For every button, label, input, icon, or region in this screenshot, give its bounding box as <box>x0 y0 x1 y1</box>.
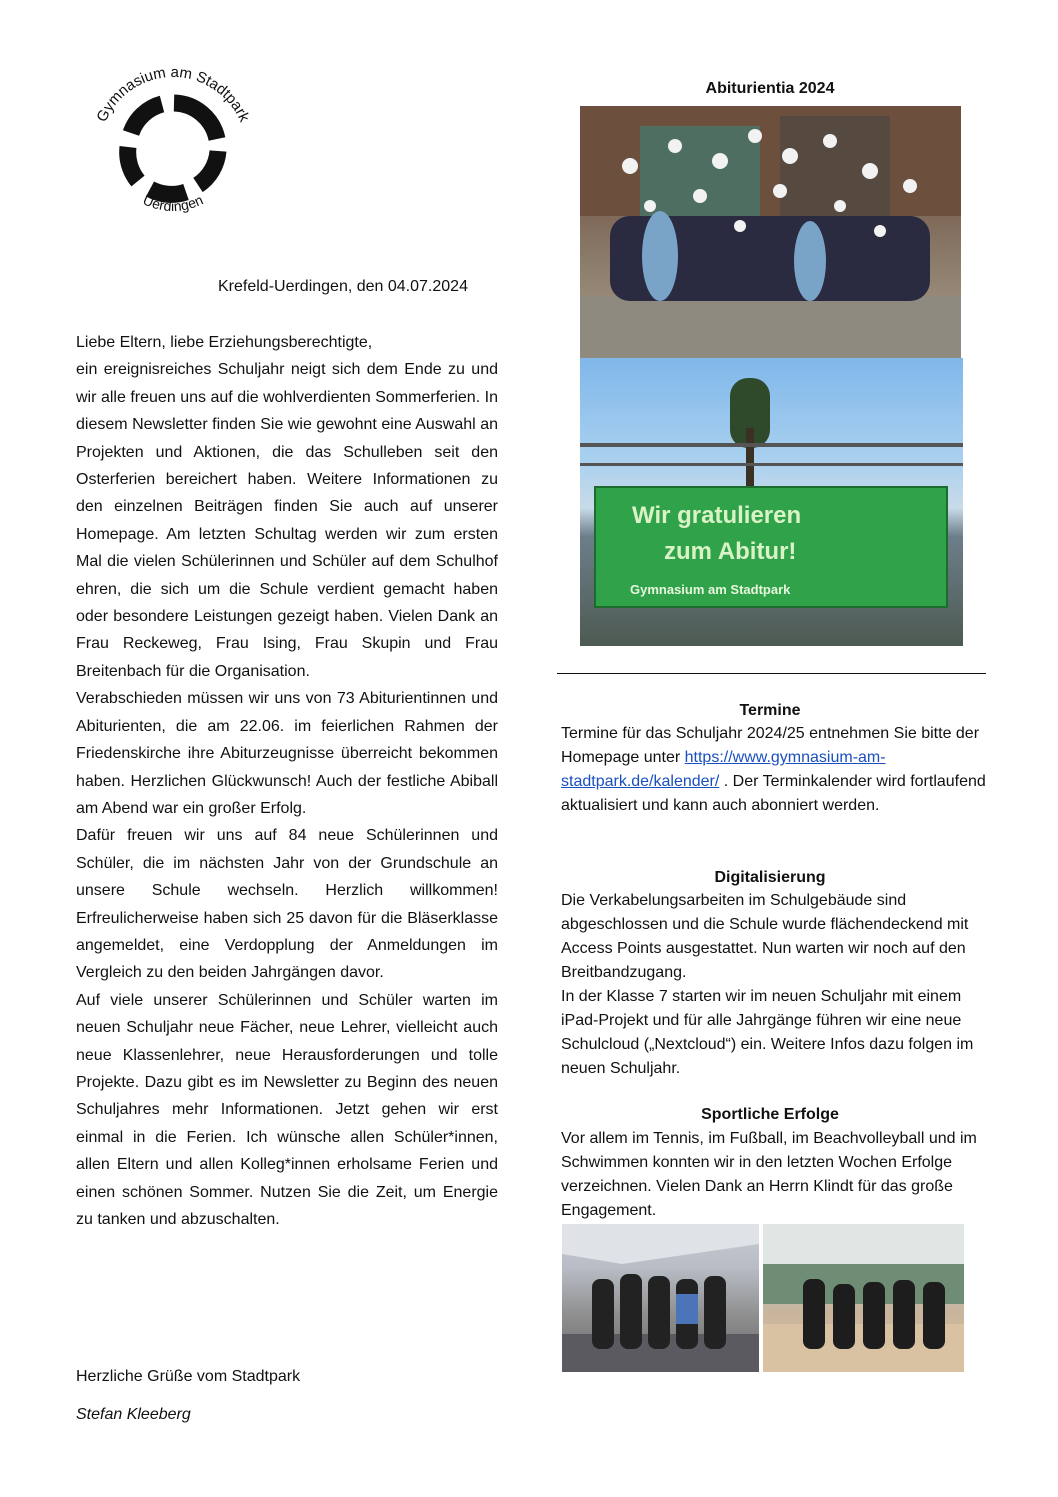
logo-bottom-text: Uerdingen <box>140 191 206 215</box>
letter-paragraph: Auf viele unserer Schülerinnen und Schüler warten im neuen Schuljahr neue Fächer, neue Lehrer, vielleicht auch neue Klassenlehrer, neue Herausforderungen und tolle Projekte. Dazu gibt es im Newsletter zu Beginn des neuen Schuljahres mehr Informationen. Jetzt gehen wir erst einmal in die Ferien. Ich wünsche allen Schüler*innen, allen Eltern und allen Kolleg*innen erholsame Ferien und einen schönen Sommer. Nutzen Sie die Zeit, um Energie zu tanken und abzuschalten. <box>76 991 498 1228</box>
abitur-title: Abiturientia 2024 <box>705 80 835 97</box>
sport-text: Vor allem im Tennis, im Fußball, im Beachvolleyball und im Schwimmen konnten wir in den letzten Wochen Erfolge verzeichnen. Vielen Dank an Herrn Klindt für das große Engagement. <box>561 1130 977 1219</box>
section-divider <box>557 673 986 674</box>
digitalisierung-text <box>561 889 986 1081</box>
banner-line-2: zum Abitur! <box>664 538 797 565</box>
digitalisierung-paragraph: Die Verkabelungsarbeiten im Schulgebäude sind abgeschlossen und die Schule wurde flächendeckend mit Access Points ausgestattet. Nun warten wir noch auf den Breitbandzugang. <box>561 892 969 981</box>
banner-line-1: Wir gratulieren <box>632 502 802 529</box>
letter-paragraph: ein ereignisreiches Schuljahr neigt sich dem Ende zu und wir alle freuen uns auf die wohlverdienten Sommerferien. In diesem Newsletter finden Sie wie gewohnt eine Auswahl an Projekten und Aktionen, die das Schulleben seit den Osterferien bereichert haben. Weitere Informationen zu den einzelnen Beiträgen finden Sie auch auf unserer Homepage. Am letzten Schultag werden wir zum ersten Mal die vielen Schülerinnen und Schüler auf dem Schulhof ehren, die sich um die Schule verdient gemacht haben oder besondere Leistungen gezeigt haben. Vielen Dank an Frau Reckeweg, Frau Ising, Frau Skupin und Frau Breitenbach für die Organisation. <box>76 361 498 680</box>
letter-paragraph: Verabschieden müssen wir uns von 73 Abiturientinnen und Abiturienten, die am 22.06. im feierlichen Rahmen der Friedenskirche ihre Abiturzeugnisse überreicht bekommen haben. Herzlichen Glückwunsch! Auch der festliche Abiball am Abend war ein großer Erfolg. <box>76 690 498 817</box>
abitur-group-photo <box>580 106 961 358</box>
logo-top-text: Gymnasium am Stadtpark <box>93 63 253 125</box>
digitalisierung-title: Digitalisierung <box>714 869 826 886</box>
banner-line-3: Gymnasium am Stadtpark <box>630 582 791 597</box>
abitur-banner-photo <box>580 358 963 646</box>
letter-paragraph: Dafür freuen wir uns auf 84 neue Schülerinnen und Schüler, die im nächsten Jahr von der Grundschule an unsere Schule wechseln. Herzlich willkommen! Erfreulicherweise haben sich 25 davon für die Bläserklasse angemeldet, eine Verdopplung der Anmeldungen im Vergleich zu den beiden Jahrgängen davor. <box>76 827 498 982</box>
congrats-banner <box>594 486 948 608</box>
termine-text-before: Termine für das Schuljahr 2024/25 entnehmen Sie bitte der Homepage unter <box>561 725 980 766</box>
sport-team-photo-1 <box>562 1224 759 1372</box>
letter-greeting: Herzliche Grüße vom Stadtpark <box>76 1368 301 1385</box>
termine-text-after: . Der Terminkalender wird fortlaufend aktualisiert und kann auch abonniert werden. <box>561 773 986 814</box>
date-line: Krefeld-Uerdingen, den 04.07.2024 <box>218 278 468 295</box>
sport-title: Sportliche Erfolge <box>701 1106 839 1123</box>
sport-team-photo-2 <box>763 1224 964 1372</box>
letter-body <box>76 329 498 1233</box>
school-logo <box>78 55 268 235</box>
calendar-link[interactable]: https://www.gymnasium-am-stadtpark.de/kalender/ <box>561 749 886 790</box>
termine-title: Termine <box>739 702 801 719</box>
letter-salutation: Liebe Eltern, liebe Erziehungsberechtigte, <box>76 334 373 351</box>
termine-text <box>561 722 986 818</box>
letter-signature: Stefan Kleeberg <box>76 1406 191 1423</box>
digitalisierung-paragraph: In der Klasse 7 starten wir im neuen Schuljahr mit einem iPad-Projekt und für alle Jahrgänge führen wir eine neue Schulcloud („Nextcloud“) ein. Weitere Infos dazu folgen im neuen Schuljahr. <box>561 988 974 1077</box>
